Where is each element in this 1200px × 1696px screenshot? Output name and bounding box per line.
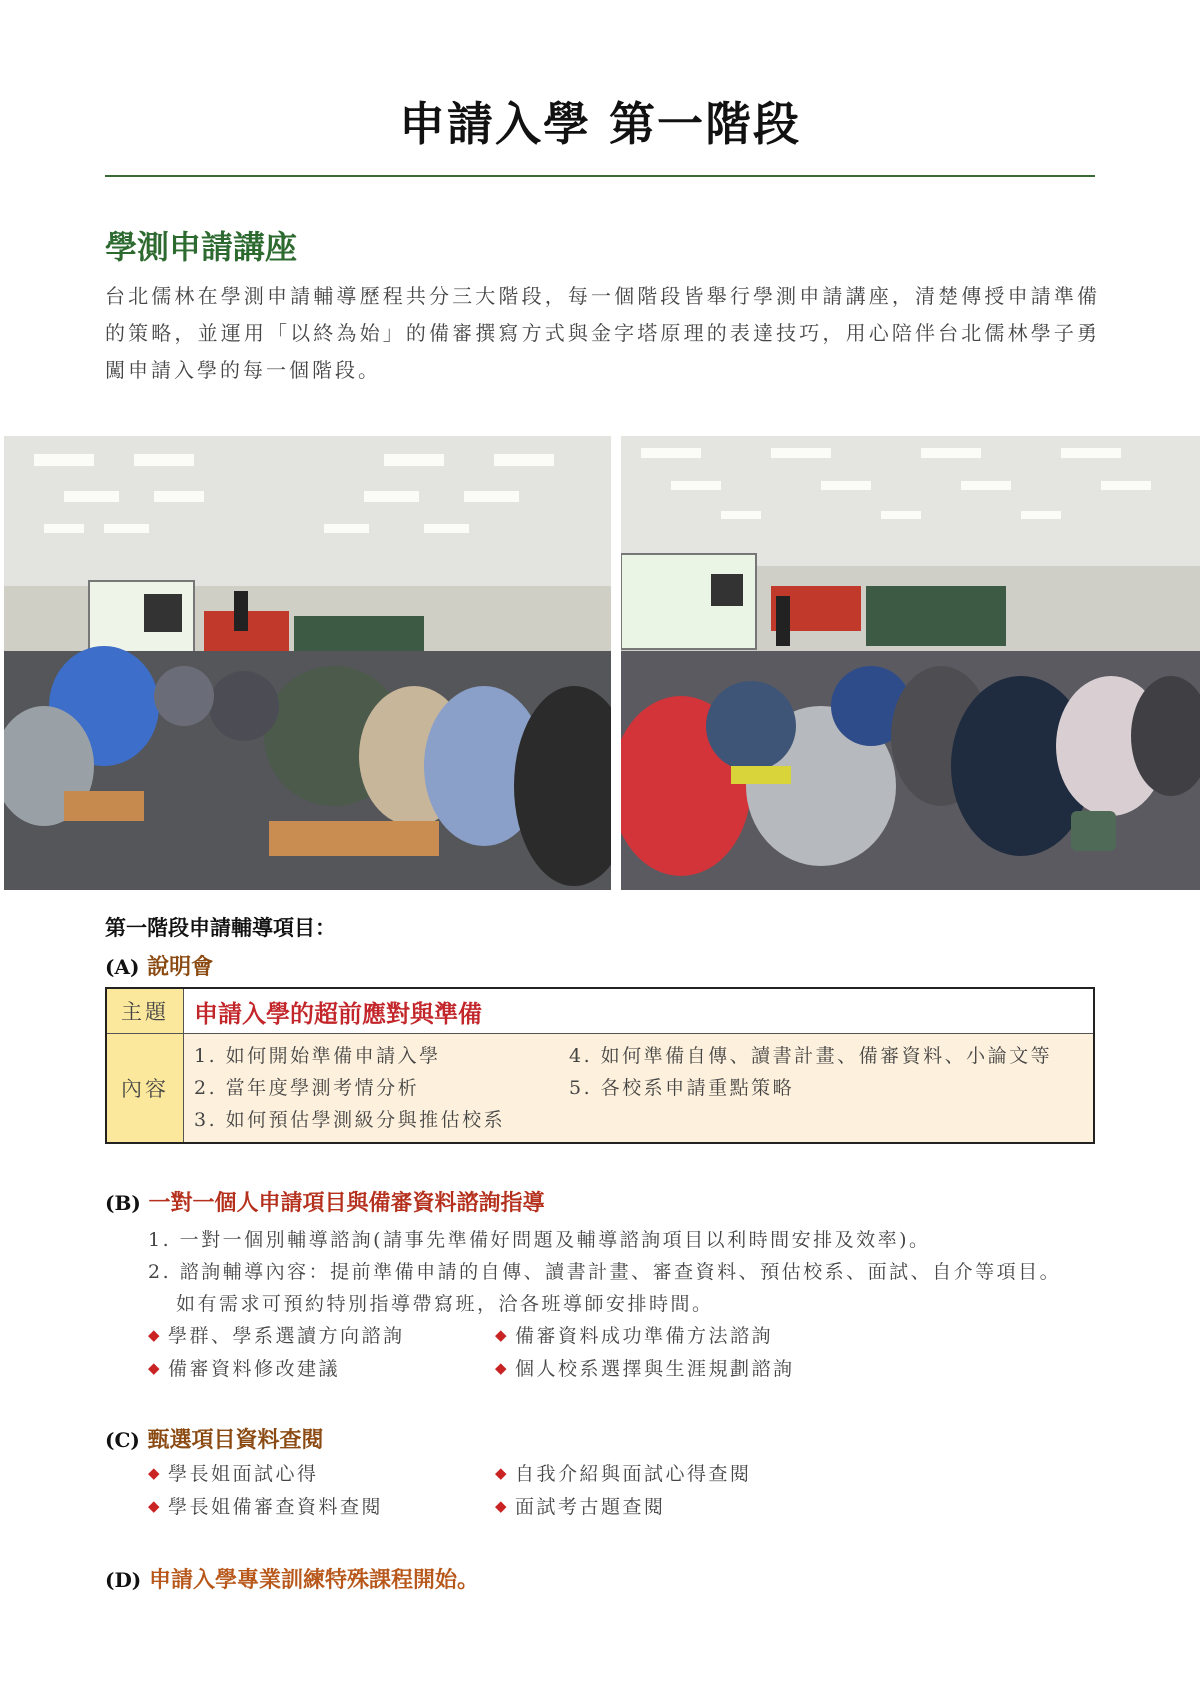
lecture-intro: 台北儒林在學測申請輔導歷程共分三大階段，每一個階段皆舉行學測申請講座，清楚傳授申請準備的策略，並運用「以終為始」的備審撰寫方式與金字塔原理的表達技巧，用心陪伴台北儒林學子勇闖申請入學的每一個階段。	[105, 284, 1100, 382]
diamond-bullet-icon: ◆	[495, 1326, 510, 1344]
lecture-heading: 學測申請講座	[105, 228, 298, 266]
content-item: 1. 如何開始準備申請入學	[194, 1045, 441, 1067]
diamond-bullet-icon: ◆	[148, 1359, 163, 1377]
topic-text: 申請入學的超前應對與準備	[184, 988, 1095, 1034]
content-item: 3. 如何預估學測級分與推估校系	[194, 1109, 506, 1131]
bullet-item: ◆ 學長姐面試心得	[148, 1463, 319, 1485]
section-c-bullets	[148, 1458, 1098, 1524]
bullet-item: ◆ 面試考古題查閱	[495, 1496, 666, 1518]
section-d-letter: (D)	[105, 1568, 142, 1592]
content-item: 4. 如何準備自傳、讀書計畫、備審資料、小論文等	[569, 1045, 1053, 1067]
bullet-item: ◆ 學群、學系選讀方向諮詢	[148, 1325, 405, 1347]
bullet-item: ◆ 備審資料成功準備方法諮詢	[495, 1325, 774, 1347]
bullet-item: ◆ 備審資料修改建議	[148, 1358, 341, 1380]
lecture-photo-right	[621, 436, 1200, 890]
numbered-item-continuation: 如有需求可預約特別指導帶寫班，洽各班導師安排時間。	[176, 1293, 714, 1315]
bullet-item: ◆ 自我介紹與面試心得查閱	[495, 1463, 752, 1485]
section-d-heading	[105, 1563, 479, 1594]
section-b-title: 一對一個人申請項目與備審資料諮詢指導	[148, 1190, 545, 1216]
page-title: 申請入學 第一階段	[398, 97, 801, 151]
briefing-table	[105, 987, 1095, 1144]
diamond-bullet-icon: ◆	[148, 1497, 163, 1515]
title-divider	[105, 175, 1095, 177]
stage-heading: 第一階段申請輔導項目：	[105, 915, 336, 940]
section-c-letter: (C)	[105, 1428, 140, 1452]
section-b-heading	[105, 1186, 545, 1217]
section-a-heading	[105, 950, 213, 981]
topic-label: 主題	[106, 988, 184, 1034]
content-item	[569, 1104, 1083, 1136]
section-b-bullets	[148, 1320, 1098, 1386]
section-a-letter: (A)	[105, 955, 140, 979]
section-b-numbered-list	[148, 1224, 1098, 1320]
content-label: 內容	[106, 1034, 184, 1144]
diamond-bullet-icon: ◆	[148, 1326, 163, 1344]
diamond-bullet-icon: ◆	[495, 1359, 510, 1377]
section-b-letter: (B)	[105, 1191, 141, 1215]
diamond-bullet-icon: ◆	[148, 1464, 163, 1482]
section-d-title: 申請入學專業訓練特殊課程開始。	[148, 1567, 479, 1593]
section-c-title: 甄選項目資料查閱	[147, 1427, 324, 1453]
lecture-photo-left	[4, 436, 611, 890]
numbered-item: 1. 一對一個別輔導諮詢(請事先準備好問題及輔導諮詢項目以利時間安排及效率)。	[148, 1229, 931, 1251]
content-item: 5. 各校系申請重點策略	[569, 1077, 795, 1099]
bullet-item: ◆ 學長姐備審查資料查閱	[148, 1496, 384, 1518]
section-c-heading	[105, 1423, 324, 1454]
diamond-bullet-icon: ◆	[495, 1497, 510, 1515]
diamond-bullet-icon: ◆	[495, 1464, 510, 1482]
content-cell	[184, 1034, 1095, 1144]
section-a-title: 說明會	[147, 954, 214, 980]
bullet-item: ◆ 個人校系選擇與生涯規劃諮詢	[495, 1358, 795, 1380]
content-item: 2. 當年度學測考情分析	[194, 1077, 420, 1099]
numbered-item: 2. 諮詢輔導內容：提前準備申請的自傳、讀書計畫、審查資料、預估校系、面試、自介等項目。	[148, 1261, 1062, 1283]
